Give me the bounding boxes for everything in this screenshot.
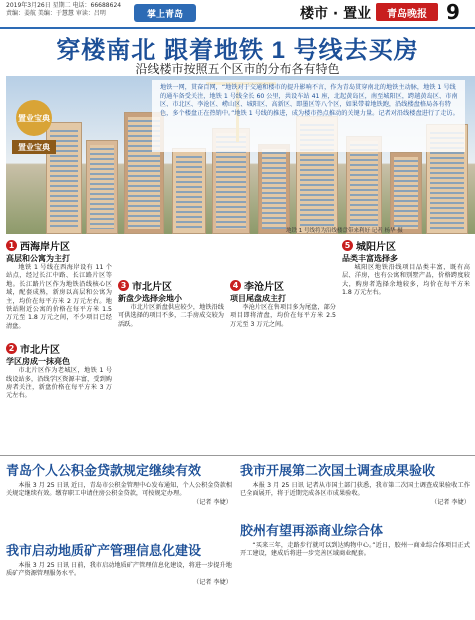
section-paragraph: 李沧片区在售项目多为尾盘，部分项目即将清盘，均价在每平方米 2.5 万元至 3 万元之间。 <box>230 304 336 328</box>
brief-body <box>240 542 470 559</box>
column-badge: 置业宝典 <box>16 100 52 136</box>
masthead-divider <box>0 27 475 29</box>
brief-2 <box>6 540 232 587</box>
brief-title: 我市启动地质矿产管理信息化建设 <box>6 543 202 558</box>
brief-paragraph: 本报 3 月 25 日讯 日前，我市启动地质矿产管理信息化建设，将进一步提升地质矿产资源管理服务水平。 <box>6 562 232 578</box>
article-column-2 <box>118 238 224 329</box>
brief-reporter: （记者 李婕） <box>192 498 232 506</box>
brief-title: 我市开展第二次国土调查成果验收 <box>240 463 436 478</box>
section-paragraph: 城阳区地铁沿线项目品类丰富，既有高层、洋房，也有公寓和别墅产品，价格跨度较大，购房者选择余地较多，均价在每平方米 1.8 万元左右。 <box>342 264 470 297</box>
section-number: 4 <box>230 280 241 291</box>
section-title: 城阳片区 <box>356 242 396 253</box>
brief-paragraph: 本报 3 月 25 日讯 近日，青岛市公积金管理中心发布通知，个人公积金贷款相关规定继续有效。缴存职工申请住房公积金贷款，可按规定办理。 <box>6 482 232 498</box>
section-body <box>118 304 224 329</box>
date-line: 2019年3月26日 星期二 电话：66688624 <box>6 2 122 9</box>
section-paragraph: 地铁 1 号线在西海岸设有 11 个站点，经过长江中路、长江路片区等地。长江路片区作为地铁沿线核心区域，配套成熟，新房以高层和公寓为主，均价在每平方米 2 万元左右。地铁站附近公寓的价格在每平方米 1.5 万元至 1.8 万元之间，不少项目已经清盘。 <box>6 264 112 330</box>
page-number: 9 <box>446 0 460 24</box>
brief-body <box>240 482 470 507</box>
article-column-3 <box>230 238 336 329</box>
section-heading <box>118 278 224 293</box>
section-heading <box>230 278 336 293</box>
brief-body <box>6 562 232 587</box>
article-column-1 <box>6 238 112 401</box>
section-subtitle: 项目尾盘成主打 <box>230 294 286 303</box>
section-title: 楼市 · 置业 <box>300 6 372 22</box>
section-heading <box>6 238 112 253</box>
brief-paragraph: “买来三年，走路步行就可以到达购物中心。”近日，胶州一商业综合体项目正式开工建设，建成后将进一步完善区域商业配套。 <box>240 542 470 558</box>
section-title: 李沧片区 <box>244 282 284 293</box>
section-paragraph: 市北片区新盘供应较少，地铁沿线可供选择的项目不多，二手房成交较为活跃。 <box>118 304 224 328</box>
section-title: 市北片区 <box>20 345 60 357</box>
section-body <box>6 264 112 331</box>
section-title: 市北片区 <box>132 282 172 293</box>
section-subtitle: 学区房成一抹亮色 <box>6 357 70 367</box>
editor-line: 责编：姜航 美编：于慧慧 审读：吕明 <box>6 10 106 17</box>
section-heading <box>342 238 470 253</box>
section-heading <box>6 341 112 356</box>
brief-paragraph: 本报 3 月 25 日讯 记者从市国土部门获悉，我市第二次国土调查成果验收工作已全面展开，将于近期完成各区市成果验收。 <box>240 482 470 498</box>
section-paragraph: 市北片区作为老城区，地铁 1 号线设站多，沿线学区资源丰富，受到购房者关注，新盘价格在每平方米 3 万元左右。 <box>6 367 112 400</box>
section-number: 1 <box>6 240 17 251</box>
article-column-4 <box>342 238 470 298</box>
brief-title: 胶州有望再添商业综合体 <box>240 523 384 538</box>
masthead-meta <box>6 2 126 18</box>
section-divider <box>0 455 475 456</box>
lead-summary: 地铁一网，贯奋百网，“地铁对于交通和楼市的提升影响不言，作为青岛贯穿南北的地铁主动脉，地铁 1 号线的通车备受关注，地铁 1 号线全长 60 公里，共设车站 41 座，北起黄岛区，南至城阳区，跨越黄岛区、市南区、市北区、李沧区、崂山区、城阳区、高新区、即墨区等八个区，如果带着地铁跑，沿线楼盘格局各有特色，多个楼盘正在热销中。”地铁 1 号线的推进，成为楼市热点推动的关键力量。记者对沿线楼盘进行了走访。 <box>160 84 459 117</box>
app-logo: 掌上青岛 <box>134 4 196 22</box>
lead-subhead: 沿线楼市按照五个区市的分布各有特色 <box>135 62 340 76</box>
section-number: 3 <box>118 280 129 291</box>
newspaper-brand: 青岛晚报 <box>376 3 438 21</box>
section-title: 西海岸片区 <box>20 242 70 253</box>
brief-1 <box>6 460 232 507</box>
brief-reporter: （记者 李婕） <box>192 578 232 586</box>
brief-title: 青岛个人公积金贷款规定继续有效 <box>6 463 202 478</box>
section-subtitle: 品类丰富选择多 <box>342 254 398 263</box>
brief-reporter: （记者 李婕） <box>430 498 470 506</box>
section-number: 5 <box>342 240 353 251</box>
section-body <box>230 304 336 329</box>
section-body <box>6 367 112 401</box>
section-subtitle: 新盘少选择余地小 <box>118 294 182 303</box>
section-number: 2 <box>6 343 17 354</box>
section-subtitle: 高层和公寓为主打 <box>6 254 70 263</box>
brief-4 <box>240 520 470 559</box>
brief-3 <box>240 460 470 507</box>
brief-body <box>6 482 232 507</box>
section-body <box>342 264 470 298</box>
column-badge-label: 置业宝典 <box>12 140 56 154</box>
photo-caption: 地铁 1 号线将为沿线楼盘带来利好 记者 杨华 摄 <box>286 228 403 234</box>
lead-headline: 穿楼南北 跟着地铁 1 号线去买房 <box>56 37 419 64</box>
